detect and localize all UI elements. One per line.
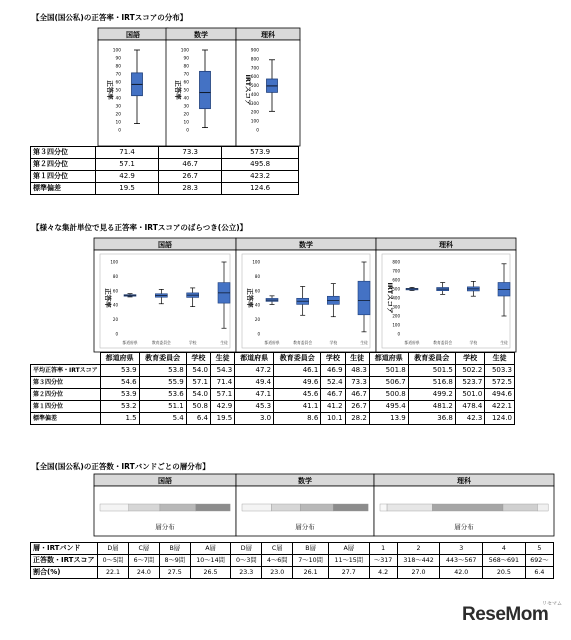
table3-cell: 27.5	[159, 567, 190, 579]
chart1-y-tick: 60	[115, 80, 121, 86]
table1-cell: 26.7	[159, 171, 222, 183]
chart1-y-tick: 30	[115, 104, 121, 110]
chart2-y-tick: 200	[392, 313, 400, 319]
chart1-y-tick: 800	[250, 57, 259, 63]
table2-unit-header: 学校	[186, 353, 210, 365]
chart2-y-tick: 300	[392, 304, 400, 310]
chart2-y-tick: 500	[392, 286, 400, 292]
table2-row	[31, 377, 515, 389]
chart2-y-tick: 100	[252, 259, 260, 265]
chart3-band-segment	[387, 504, 432, 511]
chart1-y-tick: 10	[115, 120, 121, 126]
table3-cell: A層	[190, 543, 231, 555]
table3-ratio-row	[31, 567, 554, 579]
table3-cell: A層	[328, 543, 369, 555]
chart1-y-tick: 400	[250, 92, 259, 98]
chart1-y-tick: 90	[115, 56, 121, 62]
chart1-y-tick: 100	[250, 119, 259, 125]
chart2-x-tick: 生徒	[360, 340, 368, 345]
table2-header-row	[31, 353, 515, 365]
table2-cell: 47.2	[235, 365, 274, 377]
chart2-boxplots	[0, 232, 571, 362]
table3-cell: 3	[440, 543, 483, 555]
table3-row-label: 層・IRTバンド	[31, 543, 98, 555]
chart1-y-tick: 80	[115, 64, 121, 70]
table2-corner	[31, 353, 101, 365]
chart2-box	[358, 281, 370, 315]
table3-cell: 8～9問	[159, 555, 190, 567]
table3-row-label: 正答数・IRTスコア	[31, 555, 98, 567]
chart1-y-tick: 200	[250, 110, 259, 116]
table2-cell: 46.7	[345, 389, 369, 401]
table2-unit-header: 都道府県	[369, 353, 408, 365]
table2-unit-header: 教育委員会	[408, 353, 455, 365]
chart2-panel	[376, 250, 516, 352]
chart2-x-tick: 教育委員会	[293, 340, 313, 345]
table3-cell: C層	[128, 543, 159, 555]
table3-cell: 23.0	[262, 567, 293, 579]
table3-cell: 0～3問	[231, 555, 262, 567]
chart1-y-tick: 100	[112, 48, 121, 54]
chart1-y-tick: 90	[183, 56, 189, 62]
chart3-caption: 層分布	[295, 523, 315, 531]
chart1-y-tick: 10	[183, 120, 189, 126]
table2-cell: 46.7	[321, 389, 345, 401]
table2-row-label: 平均正答率・IRTスコア	[31, 365, 101, 377]
table1-cell: 28.3	[159, 183, 222, 195]
chart1-y-tick: 70	[115, 72, 121, 78]
table3-cell: 20.5	[483, 567, 526, 579]
table2-cell: 502.2	[455, 365, 485, 377]
table2-cell: 47.1	[235, 389, 274, 401]
table2-row-label: 第２四分位	[31, 389, 101, 401]
chart2-subject-label: 理科	[439, 241, 453, 249]
chart1-subject-label: 国語	[126, 31, 140, 39]
table2-cell: 53.8	[139, 365, 186, 377]
table2-unit-header: 教育委員会	[274, 353, 321, 365]
table3-band-row	[31, 543, 554, 555]
table3-cell: 24.0	[128, 567, 159, 579]
table1-row	[31, 171, 299, 183]
table2-cell: 54.0	[186, 389, 210, 401]
table2-cell: 53.9	[100, 365, 139, 377]
chart3-band-segment	[333, 504, 368, 511]
chart3-band-segment	[537, 504, 548, 511]
resemom-logo-sub: リセマム	[542, 601, 562, 607]
table3-cell: 692～	[525, 555, 553, 567]
chart2-x-tick: 教育委員会	[433, 340, 453, 345]
chart2-y-tick: 0	[257, 331, 260, 337]
table3-cell: 27.0	[397, 567, 440, 579]
chart2-y-tick: 20	[254, 317, 260, 323]
table2-cell: 19.5	[210, 413, 234, 425]
table2-cell: 42.3	[455, 413, 485, 425]
table2-cell: 53.2	[100, 401, 139, 413]
table3-cell: 5	[525, 543, 553, 555]
table3	[30, 542, 554, 579]
table2-cell: 501.5	[408, 365, 455, 377]
table2-cell: 53.9	[100, 389, 139, 401]
chart1-box	[200, 71, 211, 108]
chart2-y-tick: 60	[112, 288, 118, 294]
table2-cell: 495.4	[369, 401, 408, 413]
chart2-y-label: 正答率	[246, 288, 254, 308]
table3-cell: 2	[397, 543, 440, 555]
table3-cell: 11～15問	[328, 555, 369, 567]
table2-cell: 501.0	[455, 389, 485, 401]
table2	[30, 352, 515, 425]
table2-cell: 5.4	[139, 413, 186, 425]
chart1-y-tick: 900	[250, 48, 259, 54]
table3-cell: 4	[483, 543, 526, 555]
table3-cell: 42.0	[440, 567, 483, 579]
table3-cell: 23.3	[231, 567, 262, 579]
chart3-band-segment	[196, 504, 230, 511]
chart2-x-tick: 生徒	[500, 340, 508, 345]
chart2-x-tick: 都道府県	[404, 340, 420, 345]
chart1-y-tick: 50	[115, 88, 121, 94]
table2-cell: 54.6	[100, 377, 139, 389]
chart3-subject-label: 理科	[457, 477, 471, 485]
chart2-y-tick: 400	[392, 295, 400, 301]
table3-cell: 10～14問	[190, 555, 231, 567]
chart2-y-label: IRTスコア	[386, 282, 394, 314]
table1-cell: 71.4	[96, 147, 159, 159]
table2-cell: 51.1	[139, 401, 186, 413]
chart1-y-tick: 40	[183, 96, 189, 102]
table2-cell: 36.8	[408, 413, 455, 425]
table2-cell: 26.7	[345, 401, 369, 413]
table1-row	[31, 159, 299, 171]
chart1-y-tick: 40	[115, 96, 121, 102]
table2-cell: 506.7	[369, 377, 408, 389]
table2-cell: 499.2	[408, 389, 455, 401]
table2-cell: 49.6	[274, 377, 321, 389]
chart2-y-tick: 20	[112, 317, 118, 323]
table1-cell: 57.1	[96, 159, 159, 171]
table3-range-row	[31, 555, 554, 567]
chart3-band-segment	[300, 504, 333, 511]
chart1-y-tick: 600	[250, 75, 259, 81]
chart1-y-tick: 0	[118, 128, 121, 134]
table1-cell: 423.2	[222, 171, 299, 183]
chart3-band-distribution	[0, 472, 571, 538]
chart3-band-segment	[129, 504, 160, 511]
table1-row-label: 第２四分位	[31, 159, 96, 171]
chart2-y-tick: 100	[392, 322, 400, 328]
table2-cell: 48.3	[345, 365, 369, 377]
chart3-band-segment	[271, 504, 300, 511]
chart2-subject-label: 国語	[158, 241, 172, 249]
chart1-y-tick: 70	[183, 72, 189, 78]
chart1-y-tick: 80	[183, 64, 189, 70]
table1-row-label: 第３四分位	[31, 147, 96, 159]
table2-cell: 8.6	[274, 413, 321, 425]
table2-unit-header: 学校	[321, 353, 345, 365]
table1-cell: 495.8	[222, 159, 299, 171]
table2-row	[31, 365, 515, 377]
chart2-y-tick: 700	[392, 268, 400, 274]
table2-cell: 54.3	[210, 365, 234, 377]
table3-cell: 568～691	[483, 555, 526, 567]
table3-cell: B層	[159, 543, 190, 555]
table2-cell: 503.3	[485, 365, 515, 377]
chart1-y-tick: 500	[250, 84, 259, 90]
chart2-panel	[94, 250, 236, 352]
chart1-y-tick: 0	[186, 128, 189, 134]
table2-cell: 46.1	[274, 365, 321, 377]
table1-row-label: 標準偏差	[31, 183, 96, 195]
table2-cell: 45.6	[274, 389, 321, 401]
chart3-band-segment	[242, 504, 271, 511]
table2-cell: 57.1	[210, 389, 234, 401]
chart3-band-segment	[503, 504, 537, 511]
table2-cell: 501.8	[369, 365, 408, 377]
table2-cell: 41.2	[321, 401, 345, 413]
table2-cell: 6.4	[186, 413, 210, 425]
table3-cell: 6～7問	[128, 555, 159, 567]
table1-cell: 46.7	[159, 159, 222, 171]
chart1-y-tick: 50	[183, 88, 189, 94]
table2-cell: 523.7	[455, 377, 485, 389]
table3-cell: 0～5問	[98, 555, 129, 567]
chart2-y-tick: 80	[254, 273, 260, 279]
table2-unit-header: 生徒	[210, 353, 234, 365]
chart2-y-tick: 0	[115, 331, 118, 337]
table2-row-label: 第３四分位	[31, 377, 101, 389]
chart2-y-tick: 600	[392, 277, 400, 283]
table2-cell: 57.1	[186, 377, 210, 389]
chart2-y-label: 正答率	[104, 288, 112, 308]
table2-cell: 55.9	[139, 377, 186, 389]
table2-cell: 124.0	[485, 413, 515, 425]
table3-cell: 27.7	[328, 567, 369, 579]
chart3-caption: 層分布	[454, 523, 474, 531]
table3-cell: 4～6問	[262, 555, 293, 567]
table2-cell: 1.5	[100, 413, 139, 425]
table2-cell: 481.2	[408, 401, 455, 413]
table2-cell: 422.1	[485, 401, 515, 413]
chart3-band-segment	[380, 504, 387, 511]
table2-cell: 500.8	[369, 389, 408, 401]
table1-cell: 19.5	[96, 183, 159, 195]
table1	[30, 146, 299, 195]
table2-cell: 52.4	[321, 377, 345, 389]
table1-cell: 42.9	[96, 171, 159, 183]
table2-cell: 572.5	[485, 377, 515, 389]
table2-unit-header: 教育委員会	[139, 353, 186, 365]
table2-cell: 54.0	[186, 365, 210, 377]
chart1-y-tick: 100	[180, 48, 189, 54]
table2-cell: 28.2	[345, 413, 369, 425]
chart2-y-tick: 40	[112, 302, 118, 308]
table2-cell: 45.3	[235, 401, 274, 413]
resemom-logo: ReseMom	[462, 604, 549, 625]
chart3-band-segment	[432, 504, 503, 511]
chart2-x-tick: 教育委員会	[151, 340, 171, 345]
table1-cell: 124.6	[222, 183, 299, 195]
table2-unit-header: 都道府県	[235, 353, 274, 365]
chart3-band-segment	[100, 504, 129, 511]
table3-cell: ～317	[369, 555, 397, 567]
table2-row	[31, 401, 515, 413]
chart1-y-label: 正答率	[174, 80, 182, 100]
chart1-y-tick: 30	[183, 104, 189, 110]
chart1-y-label: 正答率	[106, 80, 114, 100]
table3-cell: B層	[293, 543, 329, 555]
chart1-y-tick: 0	[256, 128, 259, 134]
section3-title: 【全国(国公私)の正答数・IRTバンドごとの層分布】	[32, 462, 210, 471]
table3-cell: 443～567	[440, 555, 483, 567]
chart2-x-tick: 学校	[188, 340, 197, 345]
table2-cell: 516.8	[408, 377, 455, 389]
table2-cell: 41.1	[274, 401, 321, 413]
chart2-y-tick: 800	[392, 259, 400, 265]
chart2-subject-label: 数学	[299, 241, 313, 249]
table2-cell: 53.6	[139, 389, 186, 401]
table1-row	[31, 147, 299, 159]
table2-cell: 73.3	[345, 377, 369, 389]
section2-title: 【様々な集計単位で見る正答率・IRTスコアのばらつき(公立)】	[32, 223, 248, 232]
table2-cell: 46.9	[321, 365, 345, 377]
table1-row-label: 第１四分位	[31, 171, 96, 183]
chart2-x-tick: 学校	[329, 340, 338, 345]
table2-row	[31, 389, 515, 401]
table3-cell: 7～10問	[293, 555, 329, 567]
chart2-y-tick: 40	[254, 302, 260, 308]
table2-unit-header: 生徒	[345, 353, 369, 365]
table1-cell: 73.3	[159, 147, 222, 159]
chart2-y-tick: 60	[254, 288, 260, 294]
table3-cell: 6.4	[525, 567, 553, 579]
chart2-y-tick: 100	[110, 259, 118, 265]
table3-cell: 318～442	[397, 555, 440, 567]
chart2-y-tick: 0	[397, 331, 400, 337]
table2-row	[31, 413, 515, 425]
table3-cell: 22.1	[98, 567, 129, 579]
table1-row	[31, 183, 299, 195]
chart1-subject-label: 理科	[261, 31, 275, 39]
table3-cell: D層	[231, 543, 262, 555]
table2-cell: 49.4	[235, 377, 274, 389]
table2-cell: 71.4	[210, 377, 234, 389]
chart1-y-tick: 20	[183, 112, 189, 118]
table2-cell: 13.9	[369, 413, 408, 425]
table2-cell: 494.6	[485, 389, 515, 401]
chart3-subject-label: 国語	[158, 477, 172, 485]
section1-title: 【全国(国公私)の正答率・IRTスコアの分布】	[32, 13, 188, 22]
table2-unit-header: 生徒	[485, 353, 515, 365]
table3-row-label: 割合(%)	[31, 567, 98, 579]
table3-cell: 1	[369, 543, 397, 555]
table2-cell: 3.0	[235, 413, 274, 425]
table2-row-label: 標準偏差	[31, 413, 101, 425]
chart2-x-tick: 生徒	[220, 340, 228, 345]
table2-cell: 50.8	[186, 401, 210, 413]
chart2-x-tick: 都道府県	[264, 340, 280, 345]
table3-cell: D層	[98, 543, 129, 555]
table3-cell: C層	[262, 543, 293, 555]
chart1-subject-label: 数学	[194, 31, 208, 39]
chart1-y-tick: 20	[115, 112, 121, 118]
table1-cell: 573.9	[222, 147, 299, 159]
chart2-y-tick: 80	[112, 273, 118, 279]
table3-cell: 4.2	[369, 567, 397, 579]
chart1-y-tick: 700	[250, 66, 259, 72]
chart2-x-tick: 都道府県	[122, 340, 138, 345]
chart1-y-tick: 300	[250, 101, 259, 107]
chart2-x-tick: 学校	[469, 340, 478, 345]
table2-cell: 42.9	[210, 401, 234, 413]
chart3-band-segment	[160, 504, 196, 511]
table3-cell: 26.1	[293, 567, 329, 579]
chart3-subject-label: 数学	[298, 477, 312, 485]
chart1-y-label: IRTスコア	[244, 74, 252, 106]
table2-cell: 478.4	[455, 401, 485, 413]
table2-cell: 10.1	[321, 413, 345, 425]
chart3-caption: 層分布	[155, 523, 175, 531]
table3-cell: 26.5	[190, 567, 231, 579]
table2-unit-header: 学校	[455, 353, 485, 365]
table2-unit-header: 都道府県	[100, 353, 139, 365]
chart1-y-tick: 60	[183, 80, 189, 86]
table2-row-label: 第１四分位	[31, 401, 101, 413]
